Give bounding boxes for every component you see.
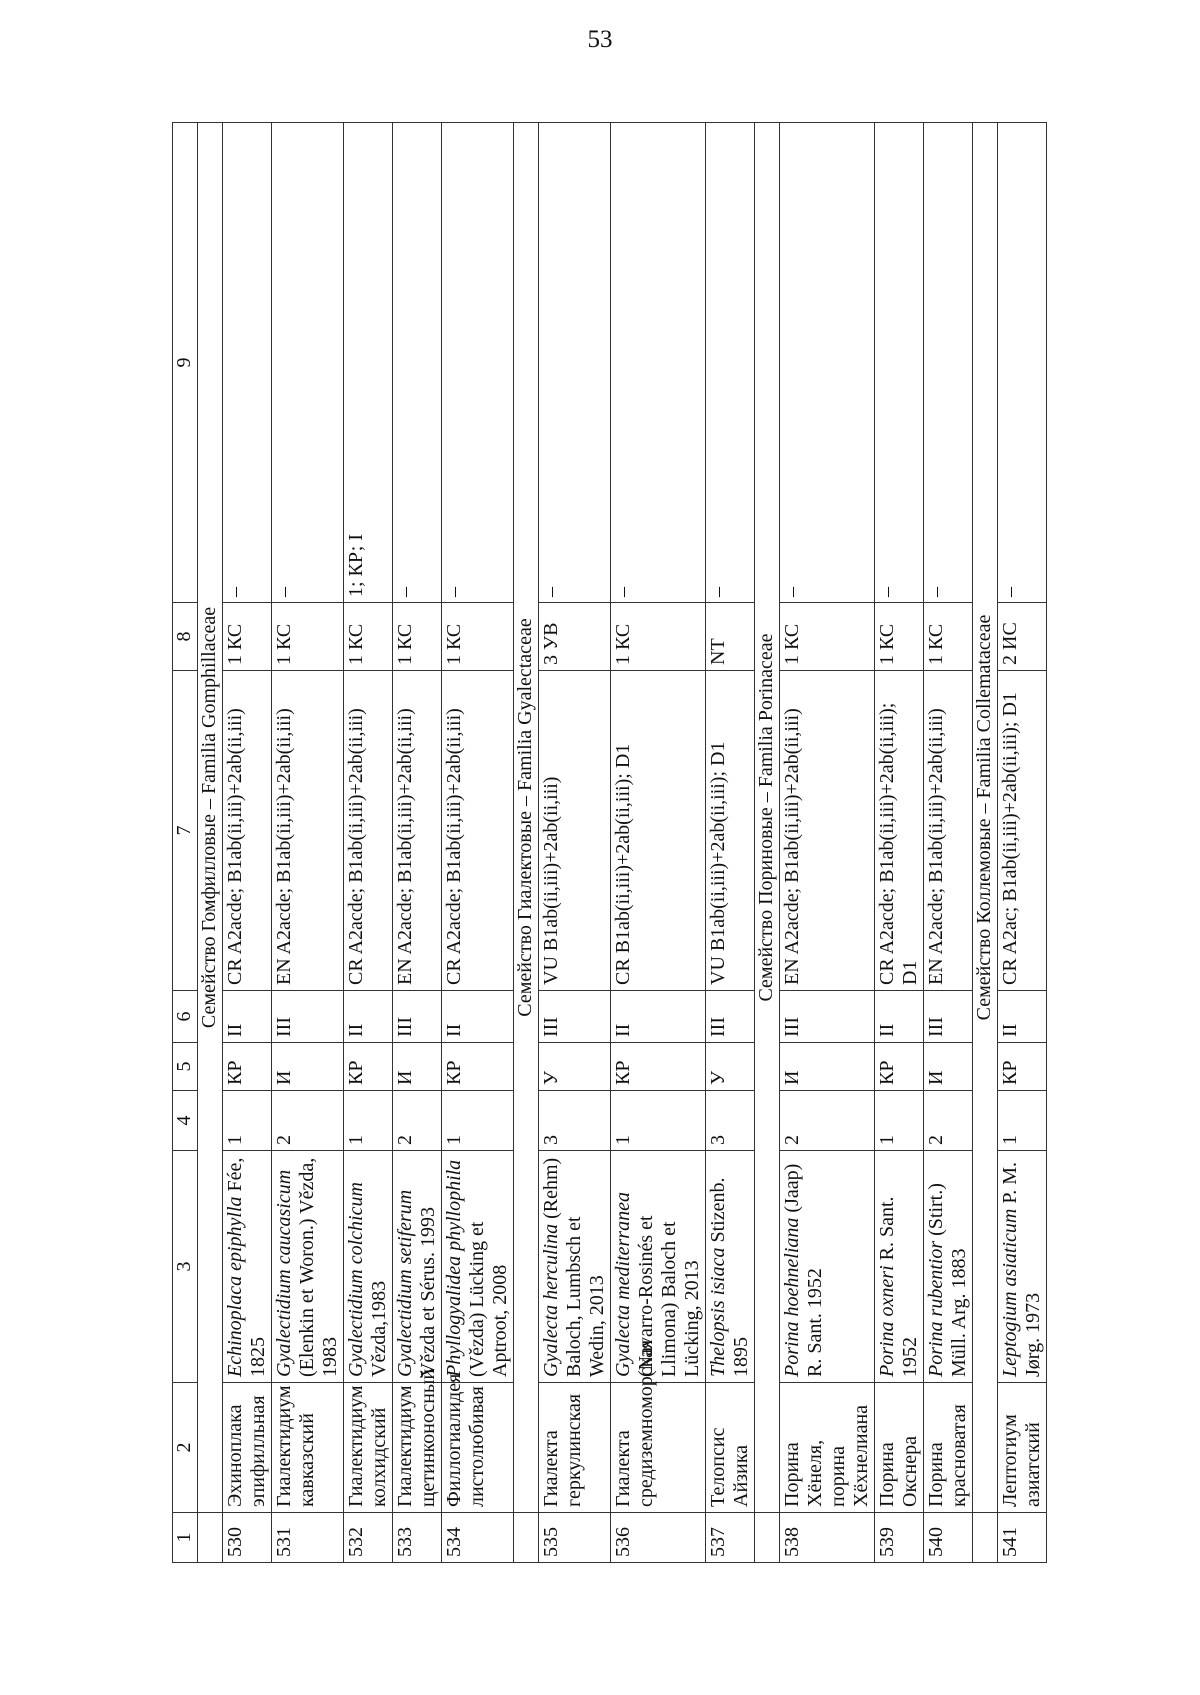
priority-class: III	[272, 991, 344, 1043]
latin-name-cell	[780, 1151, 875, 1383]
iucn-criteria: CR B1ab(ii,iii)+2ab(ii,iii); D1	[611, 671, 706, 991]
priority-class: II	[344, 991, 393, 1043]
species-number: 540	[924, 1513, 973, 1563]
iucn-criteria: CR A2ac; B1ab(ii,iii)+2ab(ii,iii); D1	[998, 671, 1047, 991]
column-number: 4	[173, 1091, 198, 1151]
rotated-table-container	[172, 123, 1087, 1563]
column-9-value: –	[223, 123, 272, 603]
latin-name-cell	[998, 1151, 1047, 1383]
species-number: 537	[706, 1513, 755, 1563]
author-citation: (Elenkin et Woron.) Vězda, 1983	[296, 1157, 341, 1377]
species-number: 535	[539, 1513, 611, 1563]
latin-name-cell	[924, 1151, 973, 1383]
column-4-value: 2	[393, 1091, 442, 1151]
latin-name: Porina oxneri	[876, 1265, 898, 1377]
latin-name: Leptogium asiaticum	[999, 1208, 1021, 1377]
category-code: И	[393, 1043, 442, 1091]
latin-name: Gyalectidium caucasicum	[273, 1169, 295, 1377]
iucn-criteria: EN A2acde; B1ab(ii,iii)+2ab(ii,iii)	[924, 671, 973, 991]
iucn-criteria: EN A2acde; B1ab(ii,iii)+2ab(ii,iii)	[272, 671, 344, 991]
table-row	[223, 123, 272, 1563]
category-code: КР	[442, 1043, 514, 1091]
column-number: 2	[173, 1383, 198, 1513]
column-4-value: 3	[539, 1091, 611, 1151]
latin-name: Gyalecta mediterranea	[612, 1192, 634, 1377]
priority-class: II	[611, 991, 706, 1043]
category-code: КР	[223, 1043, 272, 1091]
regional-status: 1 КС	[344, 603, 393, 671]
species-number: 533	[393, 1513, 442, 1563]
column-4-value: 2	[272, 1091, 344, 1151]
regional-status: 1 КС	[393, 603, 442, 671]
russian-name: Филлогиалидея листолюбивая	[442, 1383, 514, 1513]
column-4-value: 2	[780, 1091, 875, 1151]
regional-status: 1 КС	[272, 603, 344, 671]
species-number: 531	[272, 1513, 344, 1563]
russian-name: Лептогиум азиатский	[998, 1383, 1047, 1513]
latin-name-cell	[272, 1151, 344, 1383]
column-9-value: –	[272, 123, 344, 603]
russian-name: Гиалектидиум кавказский	[272, 1383, 344, 1513]
author-citation: R. Sant. 1952	[876, 1196, 921, 1377]
column-number: 3	[173, 1151, 198, 1383]
column-number-row	[173, 123, 198, 1563]
author-citation: Stizenb. 1895	[707, 1177, 752, 1377]
latin-name-cell	[393, 1151, 442, 1383]
latin-name-cell	[344, 1151, 393, 1383]
column-4-value: 3	[706, 1091, 755, 1151]
regional-status: 3 УВ	[539, 603, 611, 671]
column-4-value: 1	[223, 1091, 272, 1151]
table-body	[173, 123, 1047, 1563]
table-row	[998, 123, 1047, 1563]
column-number: 7	[173, 671, 198, 991]
latin-name-cell	[706, 1151, 755, 1383]
page-number: 53	[587, 26, 613, 53]
author-citation: Vězda et Sérus. 1993	[417, 1207, 439, 1377]
family-row	[755, 123, 780, 1563]
category-code: КР	[875, 1043, 924, 1091]
column-4-value: 1	[998, 1091, 1047, 1151]
species-number: 532	[344, 1513, 393, 1563]
table-row	[393, 123, 442, 1563]
table-row	[706, 123, 755, 1563]
latin-name: Porina rubentior	[925, 1240, 947, 1377]
column-number: 5	[173, 1043, 198, 1091]
iucn-criteria: CR A2acde; B1ab(ii,iii)+2ab(ii,iii)	[442, 671, 514, 991]
russian-name: Гиалекта средиземноморская	[611, 1383, 706, 1513]
regional-status: 2 ИС	[998, 603, 1047, 671]
species-number: 541	[998, 1513, 1047, 1563]
family-heading: Семейство Гиалектовые – Familia Gyalectaceae	[514, 123, 539, 1513]
latin-name: Thelopsis isiaca	[707, 1247, 729, 1377]
table-row	[539, 123, 611, 1563]
family-gap-cell	[755, 1513, 780, 1563]
column-9-value: –	[780, 123, 875, 603]
russian-name: Порина красноватая	[924, 1383, 973, 1513]
russian-name: Гиалекта геркулинская	[539, 1383, 611, 1513]
category-code: У	[539, 1043, 611, 1091]
latin-name-cell	[875, 1151, 924, 1383]
species-number: 538	[780, 1513, 875, 1563]
russian-name: Телопсис Айзика	[706, 1383, 755, 1513]
family-heading: Семейство Гомфилловые – Familia Gomphillaceae	[198, 123, 223, 1513]
regional-status: 1 КС	[780, 603, 875, 671]
column-4-value: 2	[924, 1091, 973, 1151]
species-number: 534	[442, 1513, 514, 1563]
column-9-value: 1; КР; I	[344, 123, 393, 603]
priority-class: III	[539, 991, 611, 1043]
priority-class: III	[924, 991, 973, 1043]
author-citation: (Navarro-Rosinés et Llimona) Baloch et Lücking, 2013	[635, 1215, 703, 1377]
table-row	[344, 123, 393, 1563]
latin-name-cell	[539, 1151, 611, 1383]
red-list-table	[172, 122, 1047, 1563]
table-row	[875, 123, 924, 1563]
author-citation: (Jaap) R. Sant. 1952	[781, 1163, 826, 1377]
family-gap-cell	[198, 1513, 223, 1563]
russian-name: Эхиноплака эпифилльная	[223, 1383, 272, 1513]
family-row	[198, 123, 223, 1563]
category-code: И	[272, 1043, 344, 1091]
russian-name: Гиалектидиум щетинконосный	[393, 1383, 442, 1513]
category-code: КР	[344, 1043, 393, 1091]
category-code: КР	[611, 1043, 706, 1091]
column-number: 8	[173, 603, 198, 671]
latin-name-cell	[611, 1151, 706, 1383]
column-4-value: 1	[442, 1091, 514, 1151]
column-number: 9	[173, 123, 198, 603]
column-9-value: –	[706, 123, 755, 603]
column-9-value: –	[998, 123, 1047, 603]
latin-name: Gyalecta herculina	[540, 1223, 562, 1377]
latin-name: Echinoplaca epiphylla	[224, 1196, 246, 1377]
column-9-value: –	[875, 123, 924, 603]
table-row	[272, 123, 344, 1563]
category-code: КР	[998, 1043, 1047, 1091]
family-gap-cell	[973, 1513, 998, 1563]
regional-status: 1 КС	[924, 603, 973, 671]
column-9-value: –	[539, 123, 611, 603]
priority-class: III	[706, 991, 755, 1043]
iucn-criteria: CR A2acde; B1ab(ii,iii)+2ab(ii,iii)	[344, 671, 393, 991]
author-citation: (Vězda) Lücking et Aptroot, 2008	[466, 1221, 511, 1377]
iucn-criteria: EN A2acde; B1ab(ii,iii)+2ab(ii,iii)	[393, 671, 442, 991]
priority-class: III	[780, 991, 875, 1043]
column-4-value: 1	[611, 1091, 706, 1151]
russian-name: Порина Хёнеля, порина Хёхнелиана	[780, 1383, 875, 1513]
latin-name: Gyalectidium setiferum	[394, 1189, 416, 1377]
author-citation: (Rehm) Baloch, Lumbsch et Wedin, 2013	[540, 1157, 608, 1377]
russian-name: Гиалектидиум колхидский	[344, 1383, 393, 1513]
table-row	[924, 123, 973, 1563]
category-code: У	[706, 1043, 755, 1091]
latin-name: Gyalectidium colchicum	[345, 1182, 367, 1377]
author-citation: P. M. Jørg. 1973	[999, 1161, 1044, 1377]
column-9-value: –	[393, 123, 442, 603]
family-heading: Семейство Коллемовые – Familia Collemataceae	[973, 123, 998, 1513]
column-4-value: 1	[875, 1091, 924, 1151]
latin-name: Porina hoehneliana	[781, 1217, 803, 1377]
category-code: И	[924, 1043, 973, 1091]
priority-class: II	[998, 991, 1047, 1043]
regional-status: 1 КС	[611, 603, 706, 671]
table-row	[780, 123, 875, 1563]
iucn-criteria: VU B1ab(ii,iii)+2ab(ii,iii)	[539, 671, 611, 991]
regional-status: 1 КС	[223, 603, 272, 671]
column-9-value: –	[924, 123, 973, 603]
column-4-value: 1	[344, 1091, 393, 1151]
species-number: 539	[875, 1513, 924, 1563]
family-gap-cell	[514, 1513, 539, 1563]
species-number: 536	[611, 1513, 706, 1563]
regional-status: NT	[706, 603, 755, 671]
latin-name-cell	[442, 1151, 514, 1383]
author-citation: Vězda,1983	[368, 1280, 390, 1377]
regional-status: 1 КС	[442, 603, 514, 671]
priority-class: II	[442, 991, 514, 1043]
iucn-criteria: VU B1ab(ii,iii)+2ab(ii,iii); D1	[706, 671, 755, 991]
russian-name: Порина Окснера	[875, 1383, 924, 1513]
table-row	[442, 123, 514, 1563]
iucn-criteria: CR A2acde; B1ab(ii,iii)+2ab(ii,iii)	[223, 671, 272, 991]
family-heading: Семейство Пориновые – Familia Porinaceae	[755, 123, 780, 1513]
column-number: 6	[173, 991, 198, 1043]
category-code: И	[780, 1043, 875, 1091]
iucn-criteria: CR A2acde; B1ab(ii,iii)+2ab(ii,iii); D1	[875, 671, 924, 991]
column-9-value: –	[442, 123, 514, 603]
species-number: 530	[223, 1513, 272, 1563]
latin-name-cell	[223, 1151, 272, 1383]
table-row	[611, 123, 706, 1563]
family-row	[514, 123, 539, 1563]
priority-class: II	[875, 991, 924, 1043]
regional-status: 1 КС	[875, 603, 924, 671]
column-number: 1	[173, 1513, 198, 1563]
author-citation: Fée, 1825	[224, 1157, 269, 1377]
priority-class: II	[223, 991, 272, 1043]
author-citation: (Stirt.) Müll. Arg. 1883	[925, 1183, 970, 1377]
family-row	[973, 123, 998, 1563]
column-9-value: –	[611, 123, 706, 603]
priority-class: III	[393, 991, 442, 1043]
iucn-criteria: EN A2acde; B1ab(ii,iii)+2ab(ii,iii)	[780, 671, 875, 991]
latin-name: Phyllogyalidea phyllophila	[443, 1159, 465, 1377]
